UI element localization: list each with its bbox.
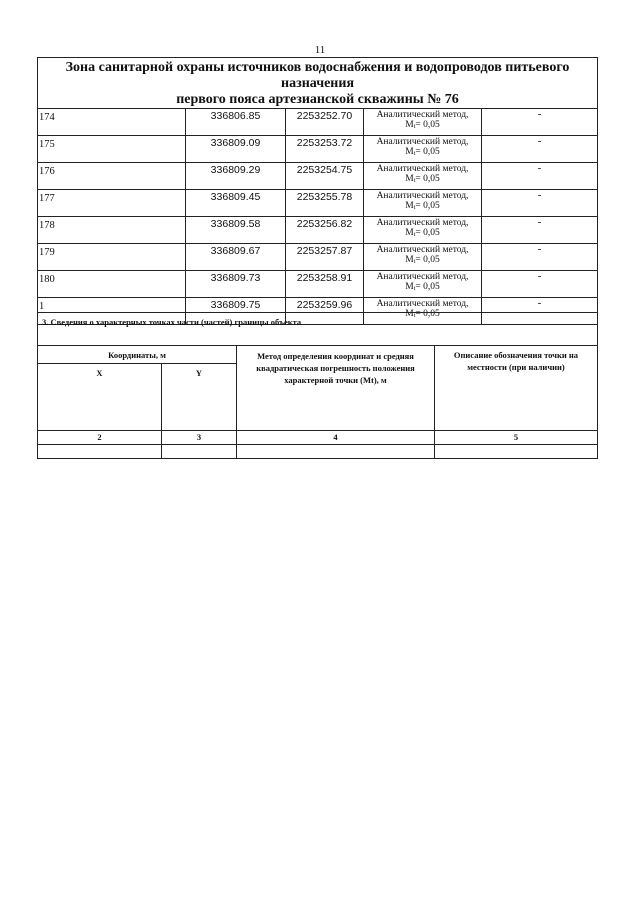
description-cell: - bbox=[482, 109, 598, 136]
x-coordinate: 336809.73 bbox=[186, 271, 286, 298]
method-text: Аналитический метод, bbox=[376, 137, 469, 147]
section3-table bbox=[37, 312, 598, 459]
empty-cell bbox=[237, 445, 435, 459]
accuracy-value: = 0,05 bbox=[415, 255, 440, 265]
method-text: Аналитический метод, bbox=[376, 164, 469, 174]
y-coordinate: 2253258.91 bbox=[286, 271, 364, 298]
accuracy-text bbox=[364, 255, 481, 267]
y-coordinate: 2253259.96 bbox=[286, 298, 364, 325]
method-text: Аналитический метод, bbox=[376, 245, 469, 255]
method-cell bbox=[364, 271, 482, 298]
x-coordinate: 336809.67 bbox=[186, 244, 286, 271]
accuracy-text bbox=[364, 147, 481, 159]
accuracy-symbol: M bbox=[405, 201, 414, 211]
empty-cell bbox=[38, 445, 162, 459]
accuracy-symbol: M bbox=[405, 255, 414, 265]
x-header: X bbox=[38, 364, 162, 431]
zone-title-line2: первого пояса артезианской скважины № 76 bbox=[176, 92, 459, 107]
zone-table-body bbox=[38, 109, 598, 325]
accuracy-text bbox=[364, 282, 481, 294]
col-number-2: 2 bbox=[38, 431, 162, 445]
table-row bbox=[38, 244, 598, 271]
method-cell bbox=[364, 190, 482, 217]
x-coordinate: 336809.75 bbox=[186, 298, 286, 325]
x-coordinate: 336809.45 bbox=[186, 190, 286, 217]
method-text: Аналитический метод, bbox=[376, 110, 469, 120]
accuracy-subscript: t bbox=[413, 124, 416, 130]
accuracy-subscript: t bbox=[413, 313, 416, 319]
col-number-3: 3 bbox=[162, 431, 237, 445]
accuracy-value: = 0,05 bbox=[415, 309, 440, 319]
x-coordinate: 336809.09 bbox=[186, 136, 286, 163]
method-header: Метод определения координат и средняя квадратическая погрешность положения характерной точки (Mt), м bbox=[237, 346, 435, 431]
method-cell bbox=[364, 217, 482, 244]
table-row bbox=[38, 109, 598, 136]
method-text: Аналитический метод, bbox=[376, 299, 469, 309]
accuracy-text bbox=[364, 120, 481, 132]
accuracy-symbol: M bbox=[405, 228, 414, 238]
zone-title-line1: Зона санитарной охраны источников водоснабжения и водопроводов питьевого назначения bbox=[65, 60, 570, 91]
point-number: 174 bbox=[38, 109, 186, 136]
y-coordinate: 2253252.70 bbox=[286, 109, 364, 136]
accuracy-value: = 0,05 bbox=[415, 201, 440, 211]
accuracy-value: = 0,05 bbox=[415, 147, 440, 157]
accuracy-subscript: t bbox=[413, 178, 416, 184]
accuracy-text bbox=[364, 174, 481, 186]
point-number: 178 bbox=[38, 217, 186, 244]
description-cell: - bbox=[482, 163, 598, 190]
y-header: Y bbox=[162, 364, 237, 431]
method-cell bbox=[364, 244, 482, 271]
point-number: 1 bbox=[38, 298, 186, 325]
description-cell: - bbox=[482, 271, 598, 298]
method-cell bbox=[364, 163, 482, 190]
x-coordinate: 336809.29 bbox=[186, 163, 286, 190]
accuracy-value: = 0,05 bbox=[415, 228, 440, 238]
accuracy-subscript: t bbox=[413, 205, 416, 211]
table-row bbox=[38, 271, 598, 298]
section3-title: 3. Сведения о характерных точках части (частей) границы объекта bbox=[38, 313, 598, 346]
accuracy-value: = 0,05 bbox=[415, 282, 440, 292]
accuracy-symbol: M bbox=[405, 282, 414, 292]
zone-table-title bbox=[38, 58, 598, 109]
accuracy-symbol: M bbox=[405, 174, 414, 184]
accuracy-value: = 0,05 bbox=[415, 120, 440, 130]
accuracy-subscript: t bbox=[413, 286, 416, 292]
table-row bbox=[38, 217, 598, 244]
method-text: Аналитический метод, bbox=[376, 191, 469, 201]
y-coordinate: 2253255.78 bbox=[286, 190, 364, 217]
y-coordinate: 2253253.72 bbox=[286, 136, 364, 163]
point-number: 176 bbox=[38, 163, 186, 190]
col-number-5: 5 bbox=[435, 431, 598, 445]
x-coordinate: 336806.85 bbox=[186, 109, 286, 136]
accuracy-subscript: t bbox=[413, 259, 416, 265]
y-coordinate: 2253254.75 bbox=[286, 163, 364, 190]
x-coordinate: 336809.58 bbox=[186, 217, 286, 244]
point-number: 179 bbox=[38, 244, 186, 271]
method-cell bbox=[364, 109, 482, 136]
page-number: 11 bbox=[314, 44, 326, 56]
method-text: Аналитический метод, bbox=[376, 272, 469, 282]
description-header: Описание обозначения точки на местности (при наличии) bbox=[435, 346, 598, 431]
accuracy-text bbox=[364, 201, 481, 213]
coords-header: Координаты, м bbox=[38, 346, 237, 364]
accuracy-symbol: M bbox=[405, 309, 414, 319]
point-number: 180 bbox=[38, 271, 186, 298]
description-cell: - bbox=[482, 217, 598, 244]
accuracy-subscript: t bbox=[413, 151, 416, 157]
empty-cell bbox=[162, 445, 237, 459]
col-number-4: 4 bbox=[237, 431, 435, 445]
description-cell: - bbox=[482, 136, 598, 163]
method-text: Аналитический метод, bbox=[376, 218, 469, 228]
accuracy-value: = 0,05 bbox=[415, 174, 440, 184]
accuracy-subscript: t bbox=[413, 232, 416, 238]
accuracy-symbol: M bbox=[405, 120, 414, 130]
description-cell: - bbox=[482, 298, 598, 325]
point-number: 175 bbox=[38, 136, 186, 163]
accuracy-symbol: M bbox=[405, 147, 414, 157]
table-row bbox=[38, 163, 598, 190]
method-cell bbox=[364, 136, 482, 163]
description-cell: - bbox=[482, 244, 598, 271]
y-coordinate: 2253257.87 bbox=[286, 244, 364, 271]
y-coordinate: 2253256.82 bbox=[286, 217, 364, 244]
table-row bbox=[38, 136, 598, 163]
description-cell: - bbox=[482, 190, 598, 217]
accuracy-text bbox=[364, 228, 481, 240]
point-number: 177 bbox=[38, 190, 186, 217]
table-row bbox=[38, 190, 598, 217]
zone-points-table bbox=[37, 57, 598, 325]
empty-cell bbox=[435, 445, 598, 459]
